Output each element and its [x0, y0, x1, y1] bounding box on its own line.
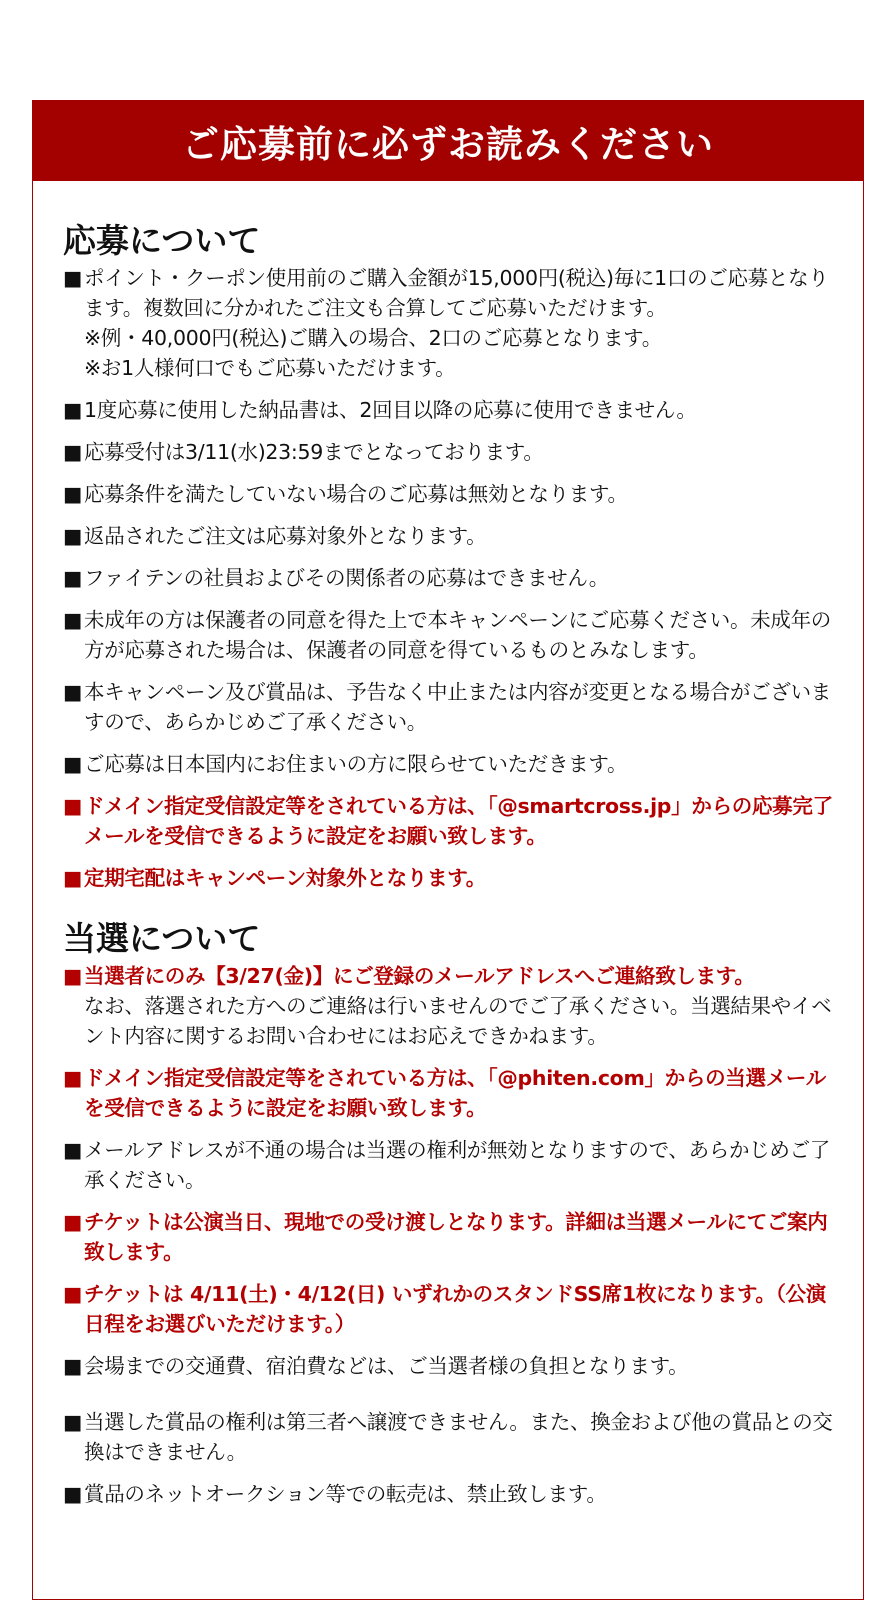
list-item: ■ 賞品のネットオークション等での転売は、禁止致します。 — [63, 1479, 837, 1509]
bullet-icon: ■ — [63, 398, 83, 422]
entry-notes-list — [63, 263, 837, 893]
bullet-icon: ■ — [63, 608, 83, 632]
list-item: ■ 会場までの交通費、宿泊費などは、ご当選者様の負担となります。 — [63, 1351, 837, 1381]
panel-header: ご応募前に必ずお読みください — [33, 101, 863, 181]
list-item: ■ ご応募は日本国内にお住まいの方に限らせていただきます。 — [63, 749, 837, 779]
list-item-emphasis: ■ 定期宅配はキャンペーン対象外となります。 — [63, 863, 837, 893]
list-item: ■ 未成年の方は保護者の同意を得た上で本キャンペーンにご応募ください。未成年の方が応募された場合は、保護者の同意を得ているものとみなします。 — [63, 605, 837, 665]
list-item: ■ ファイテンの社員およびその関係者の応募はできません。 — [63, 563, 837, 593]
list-item: ■ 本キャンペーン及び賞品は、予告なく中止または内容が変更となる場合がございますので、あらかじめご了承ください。 — [63, 677, 837, 737]
bullet-icon: ■ — [63, 440, 83, 464]
notice-panel — [32, 100, 864, 1600]
bullet-icon: ■ — [63, 680, 83, 704]
list-item-emphasis: ■ 当選者にのみ【3/27(金)】にご登録のメールアドレスへご連絡致します。 なお、落選された方へのご連絡は行いませんのでご了承ください。当選結果やイベント内容に関するお問い合わせにはお応えできかねます。 — [63, 961, 837, 1051]
bullet-icon: ■ — [63, 1282, 83, 1306]
bullet-icon: ■ — [63, 794, 83, 818]
section-title-entry: 応募について — [63, 221, 261, 260]
bullet-icon: ■ — [63, 752, 83, 776]
bullet-icon: ■ — [63, 1482, 83, 1506]
bullet-icon: ■ — [63, 964, 83, 988]
bullet-icon: ■ — [63, 566, 83, 590]
list-item-emphasis: ■ チケットは公演当日、現地での受け渡しとなります。詳細は当選メールにてご案内致します。 — [63, 1207, 837, 1267]
list-item: ■ 当選した賞品の権利は第三者へ譲渡できません。また、換金および他の賞品との交換はできません。 — [63, 1407, 837, 1467]
list-item: ■ 1度応募に使用した納品書は、2回目以降の応募に使用できません。 — [63, 395, 837, 425]
bullet-icon: ■ — [63, 482, 83, 506]
bullet-icon: ■ — [63, 1354, 83, 1378]
list-item-emphasis: ■ ドメイン指定受信設定等をされている方は、「@phiten.com」からの当選メールを受信できるように設定をお願い致します。 — [63, 1063, 837, 1123]
bullet-icon: ■ — [63, 866, 83, 890]
list-item: ■ メールアドレスが不通の場合は当選の権利が無効となりますので、あらかじめご了承ください。 — [63, 1135, 837, 1195]
list-item: ■ 応募条件を満たしていない場合のご応募は無効となります。 — [63, 479, 837, 509]
bullet-icon: ■ — [63, 1210, 83, 1234]
panel-body — [33, 181, 863, 1509]
bullet-icon: ■ — [63, 1138, 83, 1162]
bullet-icon: ■ — [63, 1066, 83, 1090]
bullet-icon: ■ — [63, 266, 83, 290]
section-title-winners: 当選について — [63, 919, 261, 958]
winner-notes-list — [63, 961, 837, 1509]
bullet-icon: ■ — [63, 1410, 83, 1434]
list-item-emphasis: ■ ドメイン指定受信設定等をされている方は、「@smartcross.jp」からの応募完了メールを受信できるように設定をお願い致します。 — [63, 791, 837, 851]
list-item-emphasis: ■ チケットは 4/11(土)・4/12(日) いずれかのスタンドSS席1枚になります。（公演日程をお選びいただけます。） — [63, 1279, 837, 1339]
list-item: ■ 応募受付は3/11(水)23:59までとなっております。 — [63, 437, 837, 467]
list-item: ■ ポイント・クーポン使用前のご購入金額が15,000円(税込)毎に1口のご応募となります。複数回に分かれたご注文も合算してご応募いただけます。 ※例・40,000円(税込)ご購入の場合、2口のご応募となります。 ※お1人様何口でもご応募いただけます。 — [63, 263, 837, 383]
list-item: ■ 返品されたご注文は応募対象外となります。 — [63, 521, 837, 551]
bullet-icon: ■ — [63, 524, 83, 548]
